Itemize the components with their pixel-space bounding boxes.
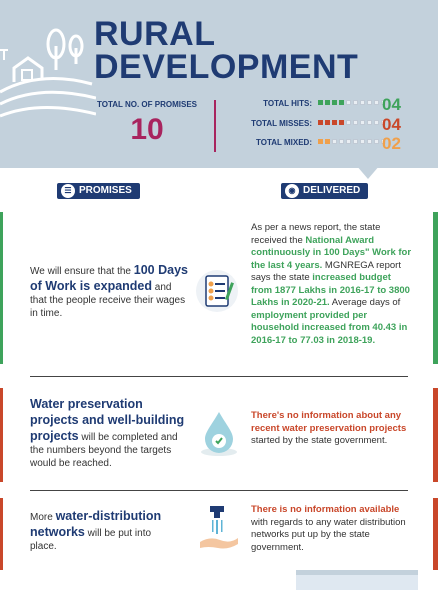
delivered-segment: Average days of bbox=[329, 297, 401, 308]
meter-box bbox=[339, 100, 344, 105]
delivered-segment: employment provided per household increased from 40.43 in 2016-17 to 77.03 in 2018-19. bbox=[251, 309, 408, 346]
meter-box bbox=[367, 120, 372, 125]
delivered-segment: There's no information about any recent water preservation projects bbox=[251, 410, 407, 434]
hits-value: 04 bbox=[382, 95, 401, 114]
delivered-segment: increased budget from 1877 Lakhs in 2016-17 to 3800 Lakhs in 2020-21. bbox=[251, 272, 410, 308]
meter-box bbox=[332, 139, 337, 144]
misses-label: TOTAL MISSES: bbox=[251, 119, 312, 128]
row2-promise-post: will be completed and the numbers beyond the targets would be reached. bbox=[30, 432, 178, 469]
row3-promise-post: will be put into place. bbox=[30, 528, 152, 552]
meter-box bbox=[332, 120, 337, 125]
document-checklist-icon bbox=[194, 268, 240, 318]
row3-promise-pre: More bbox=[30, 512, 56, 523]
meter-box bbox=[325, 100, 330, 105]
row3-promise bbox=[30, 508, 180, 553]
meter-box bbox=[318, 100, 323, 105]
row1-promise-pre: We will ensure that the bbox=[30, 266, 134, 277]
hits-meter bbox=[318, 100, 386, 105]
delivered-segment: with regards to any water distribution networks put up by the state government. bbox=[251, 516, 406, 553]
meter-box bbox=[318, 139, 323, 144]
row1-status-bar-right bbox=[433, 212, 438, 364]
header-notch bbox=[356, 165, 380, 179]
meter-box bbox=[374, 100, 379, 105]
meter-box bbox=[353, 100, 358, 105]
meter-box bbox=[346, 139, 351, 144]
title-line-1: RURAL bbox=[94, 15, 216, 53]
eye-icon: ◉ bbox=[285, 184, 299, 198]
hits-label: TOTAL HITS: bbox=[263, 99, 312, 108]
meter-box bbox=[339, 139, 344, 144]
meter-box bbox=[360, 120, 365, 125]
promises-badge-label: PROMISES bbox=[79, 185, 132, 196]
delivered-segment: There is no information available bbox=[251, 504, 400, 515]
delivered-segment: MGNREGA report says the state bbox=[251, 259, 401, 283]
meter-box bbox=[367, 100, 372, 105]
meter-box bbox=[332, 100, 337, 105]
delivered-segment: National Award continuously in 100 Days" Work for the last 4 years. bbox=[251, 234, 412, 271]
meter-box bbox=[374, 120, 379, 125]
delivered-segment: started by the state government. bbox=[251, 435, 388, 446]
promises-badge bbox=[57, 183, 140, 199]
row3-status-bar-right bbox=[433, 498, 438, 570]
meter-box bbox=[353, 120, 358, 125]
meter-box bbox=[339, 120, 344, 125]
clipboard-icon: ☰ bbox=[61, 184, 75, 198]
row2-promise bbox=[30, 396, 190, 470]
meter-box bbox=[367, 139, 372, 144]
mixed-label: TOTAL MIXED: bbox=[256, 138, 312, 147]
meter-box bbox=[325, 139, 330, 144]
title-line-2: DEVELOPMENT bbox=[94, 48, 359, 86]
row-separator-2 bbox=[30, 490, 408, 491]
row2-status-bar-left bbox=[0, 388, 3, 482]
row1-status-bar-left bbox=[0, 212, 3, 364]
row1-delivered bbox=[251, 222, 413, 347]
row2-status-bar-right bbox=[433, 388, 438, 482]
row3-status-bar-left bbox=[0, 498, 3, 570]
misses-value: 04 bbox=[382, 115, 401, 134]
meter-box bbox=[346, 100, 351, 105]
row2-promise-highlight: Water preservation projects and well-building projects bbox=[30, 397, 185, 443]
delivered-badge-label: DELIVERED bbox=[303, 185, 361, 196]
tap-hand-icon bbox=[196, 504, 242, 554]
stat-hits bbox=[222, 95, 412, 113]
stat-misses bbox=[222, 115, 412, 133]
meter-box bbox=[353, 139, 358, 144]
mixed-value: 02 bbox=[382, 134, 401, 153]
total-promises-label: TOTAL NO. OF PROMISES bbox=[96, 100, 197, 109]
row3-promise-highlight: water-distribution networks bbox=[30, 509, 162, 539]
header-divider bbox=[214, 100, 216, 152]
building-illustration bbox=[296, 570, 418, 590]
row2-delivered bbox=[251, 410, 411, 448]
mixed-meter bbox=[318, 139, 386, 144]
page-title bbox=[94, 15, 359, 86]
delivered-segment: As per a news report, the state received the bbox=[251, 222, 381, 246]
delivered-badge bbox=[281, 183, 368, 199]
rural-landscape-icon bbox=[0, 20, 96, 120]
row1-promise-highlight: 100 Days of Work is expanded bbox=[30, 263, 188, 293]
misses-meter bbox=[318, 120, 386, 125]
row1-promise bbox=[30, 262, 190, 320]
row-separator-1 bbox=[30, 376, 408, 377]
row1-promise-post: and that the people receive their wages in time. bbox=[30, 282, 186, 319]
meter-box bbox=[346, 120, 351, 125]
water-drop-icon bbox=[196, 408, 242, 458]
meter-box bbox=[360, 100, 365, 105]
total-promises bbox=[92, 100, 202, 147]
meter-box bbox=[360, 139, 365, 144]
stat-mixed bbox=[222, 134, 412, 152]
meter-box bbox=[318, 120, 323, 125]
row3-delivered bbox=[251, 504, 411, 554]
header-banner bbox=[0, 0, 438, 168]
meter-box bbox=[374, 139, 379, 144]
total-promises-value: 10 bbox=[130, 113, 164, 146]
meter-box bbox=[325, 120, 330, 125]
